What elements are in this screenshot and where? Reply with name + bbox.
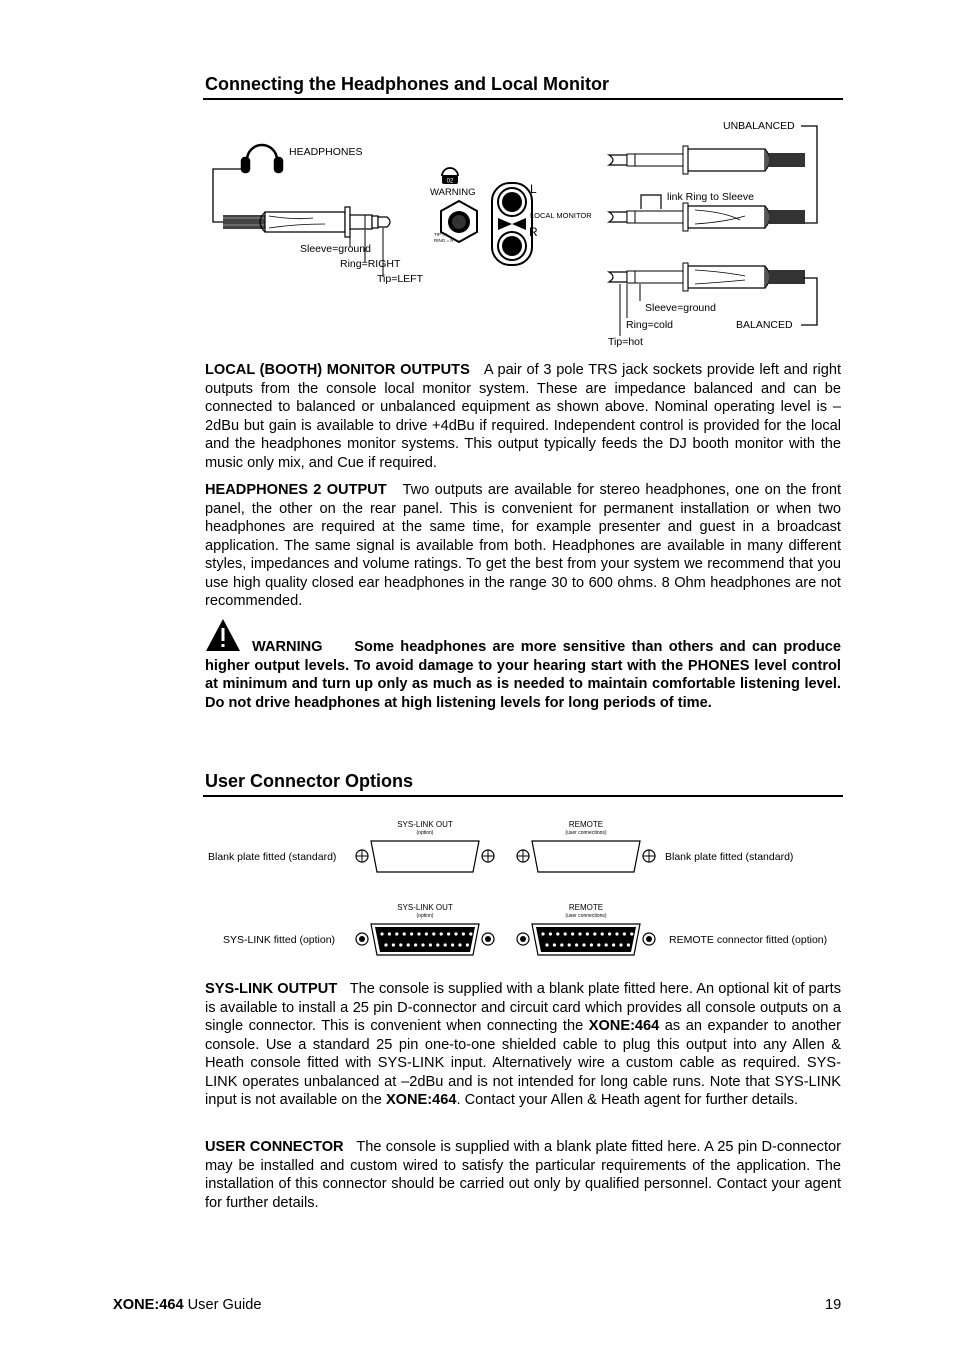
local-monitor-sockets [492,183,532,265]
connector-pin [403,932,406,935]
link-ring-label: link Ring to Sleeve [667,191,754,203]
heading-rule [203,98,843,100]
footer-guide: User Guide [183,1297,262,1313]
connector-pin [454,932,457,935]
footer-title [113,1297,261,1313]
connector-pin [597,943,600,946]
ring-note: RING = R [434,238,454,243]
user-connector-title: USER CONNECTOR [205,1139,344,1155]
remote-label: REMOTE [568,820,604,829]
connector-pin [590,943,593,946]
connector-pin [417,932,420,935]
remote-d25-connector [517,924,655,955]
unbalanced-jack [609,146,805,174]
ring-right-label: Ring=RIGHT [340,258,401,270]
left-channel-label: L [530,182,537,196]
connector-pin [568,943,571,946]
user-connector-diagram [205,812,845,962]
connector-pin [627,943,630,946]
section-heading-user-connector: User Connector Options [205,771,414,791]
headphones-output-text: Two outputs are available for stereo headphones, one on the front panel, the other on the rear panel. This is convenient for permanent installation or when two headphones are required at the same time, for example presenter and guest in a broadcast application. The same signal is available from both. Headphones are available in many different styles, impedances and volume ratings. To get the best from your system we recommend that you use high quality closed ear headphones in the range 30 to 600 ohms. 8 Ohm headphones are not recommended. [205,482,841,609]
warning-paragraph [205,638,841,712]
headphones-monitor-diagram [205,112,845,350]
connector-pin [469,932,472,935]
sleeve-ground-label-2: Sleeve=ground [645,302,716,314]
connector-pin [429,943,432,946]
connector-pin [578,932,581,935]
heading-rule-2 [203,795,843,797]
connector-pin [560,943,563,946]
headphones-paragraph [205,481,841,611]
connector-pin [425,932,428,935]
connector-pin [564,932,567,935]
balanced-jack [609,263,805,291]
connector-pin [462,932,465,935]
sleeve-ground-label: Sleeve=ground [300,243,371,255]
connector-pin [615,932,618,935]
remote-user-label-2: (user connections) [565,913,607,919]
connector-pin [605,943,608,946]
local-monitor-label: LOCAL MONITOR [530,211,592,220]
headphones-label: HEADPHONES [289,146,363,158]
headphones-output-title: HEADPHONES 2 OUTPUT [205,482,387,498]
right-channel-label: R [529,225,538,239]
connector-pin [623,932,626,935]
connector-pin [384,943,387,946]
connector-pin [619,943,622,946]
connector-pin [593,932,596,935]
syslink-paragraph [205,980,841,1110]
syslink-blank-plate [356,841,494,872]
syslink-text-a: The console is supplied with a blank plate fitted here. An optional kit of parts is available to install a 25 pin D-connector and circuit card which provides all console outputs on a single connector. This is convenient when connecting the [205,981,841,1034]
connector-pin [556,932,559,935]
connector-pin [447,932,450,935]
user-connector-text: The console is supplied with a blank plate fitted here. A 25 pin D-connector may be installed and custom wired to satisfy the particular requirements of the application. The installation of this connector should be carried out only by qualified personnel. Contact your agent for further details. [205,1139,841,1211]
connector-pin [582,943,585,946]
ring-cold-label: Ring=cold [626,319,673,331]
syslink-title: SYS-LINK OUTPUT [205,981,338,997]
connector-pin [458,943,461,946]
connector-pin [432,932,435,935]
connector-pin [466,943,469,946]
syslink-option-label: (option) [416,830,434,836]
connector-pin [414,943,417,946]
connector-pin [586,932,589,935]
connector-pin [553,943,556,946]
blank-plate-right-label: Blank plate fitted (standard) [665,851,794,863]
connector-pin [571,932,574,935]
remote-fitted-label: REMOTE connector fitted (option) [669,934,828,946]
syslink-text-b: as an expander to another console. Use a standard 25 pin one-to-one shielded cable to plug this output into any Allen & Heath console fitted with SYS-LINK input. Alternatively wire a custom cable as required. SYS-LINK operates unbalanced at –2dBu and is not intended for long cable runs. Note that SYS-LINK input is not available on the [205,1018,841,1108]
connector-pin [612,943,615,946]
syslink-out-label: SYS-LINK OUT [397,820,453,829]
balanced-label: BALANCED [736,319,793,331]
unbalanced-label: UNBALANCED [723,120,795,132]
remote-blank-plate [517,841,655,872]
connector-pin [575,943,578,946]
connector-pin [608,932,611,935]
connector-pin [407,943,410,946]
local-monitor-title: LOCAL (BOOTH) MONITOR OUTPUTS [205,362,470,378]
syslink-text-c: . Contact your Allen & Heath agent for further details. [456,1092,799,1108]
tip-note: TIP = L [434,232,449,237]
page-number: 19 [825,1297,842,1313]
syslink-option-label-2: (option) [416,913,434,919]
section-heading-headphones: Connecting the Headphones and Local Monitor [205,74,610,94]
headphones-icon [242,145,282,172]
connector-pin [549,932,552,935]
connector-pin [410,932,413,935]
connector-pin [601,932,604,935]
user-connector-paragraph [205,1138,841,1212]
connector-pin [399,943,402,946]
warning-badge-icon [442,168,458,185]
connector-pin [630,932,633,935]
connector-pin [541,932,544,935]
connector-pin [388,932,391,935]
blank-plate-left-label: Blank plate fitted (standard) [208,851,337,863]
connector-pin [392,943,395,946]
svg-text:02: 02 [446,178,454,185]
local-monitor-text: A pair of 3 pole TRS jack sockets provide left and right outputs from the console local monitor system. These are impedance balanced and can be connected to balanced or unbalanced equipment as shown above. Nominal operating level is –2dBu but gain is available to drive +4dBu if required. Independent control is provided for the local and the headphones monitor systems. This output typically feeds the DJ booth monitor with the music only mix, and Cue if required. [205,362,841,471]
tip-hot-label: Tip=hot [608,336,643,348]
syslink-fitted-label: SYS-LINK fitted (option) [223,934,336,946]
tip-left-label: Tip=LEFT [377,273,423,285]
link-ring-jack [609,203,805,231]
connector-pin [436,943,439,946]
footer-product: XONE:464 [113,1297,184,1313]
remote-user-label: (user connections) [565,830,607,836]
warning-small-label: WARNING [430,187,476,198]
warning-text: Some headphones are more sensitive than others and can produce higher output levels. To avoid damage to your hearing start with the PHONES level control at minimum and turn up only as much as is needed to maintain comfortable listening level. Do not drive headphones at high listening levels for long periods of time. [205,639,841,711]
warning-title: WARNING [252,639,323,655]
connector-pin [380,932,383,935]
remote-label-2: REMOTE [568,903,604,912]
connector-pin [545,943,548,946]
connector-pin [395,932,398,935]
syslink-out-label-2: SYS-LINK OUT [397,903,453,912]
connector-pin [440,932,443,935]
product-name-1: XONE:464 [588,1018,660,1034]
connector-pin [444,943,447,946]
connector-pin [451,943,454,946]
syslink-d25-connector [356,924,494,955]
connector-pin [421,943,424,946]
local-monitor-paragraph [205,361,841,472]
product-name-2: XONE:464 [385,1092,457,1108]
